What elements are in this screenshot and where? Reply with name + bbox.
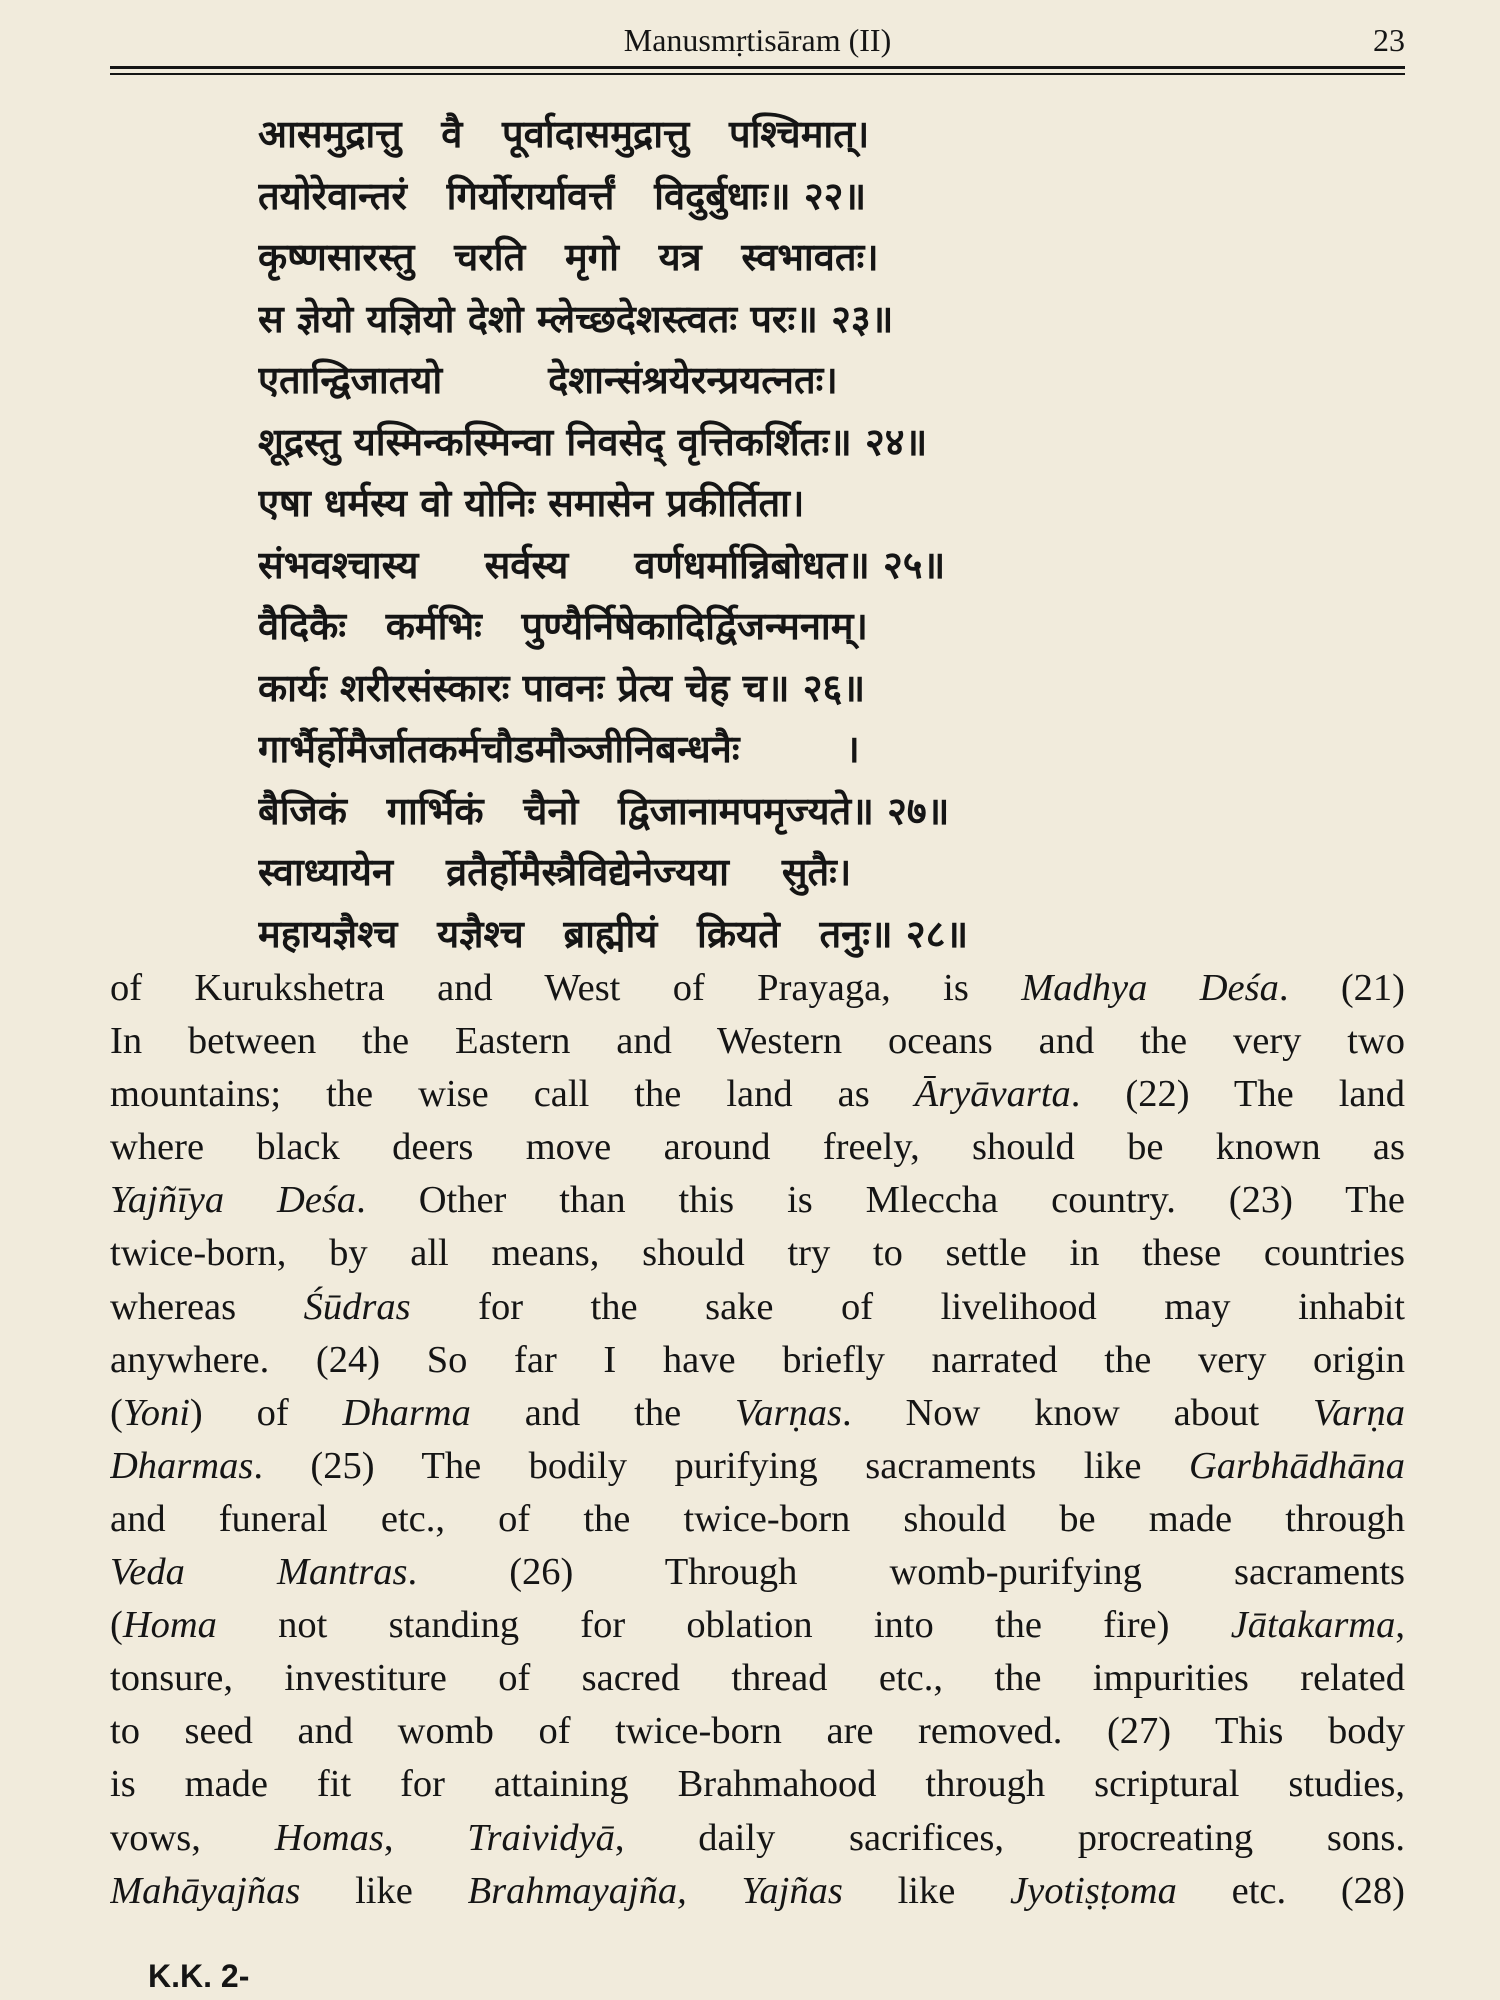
text-line: [110, 1493, 1405, 1546]
text-segment: etc. (28): [1176, 1869, 1405, 1912]
verse-line: आसमुद्रात्तु वै पूर्वादासमुद्रात्तु पश्चिमात्।: [258, 112, 870, 156]
text-segment: like: [842, 1869, 1011, 1912]
text-line: [110, 1015, 1405, 1068]
verse-line: बैजिकं गार्भिकं चैनो द्विजानामपमृज्यते॥ २७॥: [258, 788, 950, 833]
text-segment: Brahmayajña, Yajñas: [467, 1869, 843, 1912]
sanskrit-verses: [258, 104, 1258, 965]
text-line: [110, 1865, 1405, 1918]
text-line: [110, 1227, 1405, 1280]
text-line: [110, 1440, 1405, 1493]
text-segment: of Kurukshetra and West of Prayaga, is: [110, 967, 1022, 1009]
footer-signature: K.K. 2-: [148, 1958, 250, 1994]
text-segment: anywhere. (24) So far I have briefly narrated the very origin: [110, 1338, 1405, 1381]
text-segment: , daily sacrifices, procreating sons.: [614, 1816, 1405, 1859]
verse-line: एषा धर्मस्य वो योनिः समासेन प्रकीर्तिता।: [258, 481, 805, 525]
text-segment: Garbhādhāna: [1188, 1444, 1405, 1487]
text-segment: Varṇas: [735, 1391, 843, 1434]
text-line: [110, 1599, 1405, 1652]
text-line: [110, 1121, 1405, 1174]
page-header: [110, 20, 1405, 60]
text-segment: Madhya Deśa: [1021, 967, 1279, 1009]
text-line: [110, 962, 1405, 1015]
text-line: [110, 1546, 1405, 1599]
verse-line: कार्यः शरीरसंस्कारः पावनः प्रेत्य चेह च॥ २६॥: [258, 665, 866, 710]
verse-line: महायज्ञैश्च यज्ञैश्च ब्राह्मीयं क्रियते तनुः॥ २८॥: [258, 911, 969, 956]
page-number: 23: [1373, 22, 1405, 58]
verse-line: तयोरेवान्तरं गिर्योरार्यावर्त्तं विदुर्बुधाः॥ २२॥: [258, 173, 867, 218]
verse-line: शूद्रस्तु यस्मिन्कस्मिन्वा निवसेद् वृत्तिकर्शितः॥ २४॥: [258, 419, 928, 464]
text-line: [110, 1652, 1405, 1705]
text-segment: tonsure, investiture of sacred thread etc., the impurities related: [110, 1657, 1405, 1700]
text-line: [110, 1387, 1405, 1440]
text-segment: for the sake of livelihood may inhabit: [410, 1285, 1405, 1328]
text-segment: Varṇa: [1313, 1391, 1405, 1434]
text-segment: Mahāyajñas: [110, 1869, 301, 1912]
text-segment: Jātakarma: [1230, 1604, 1396, 1647]
text-segment: . Other than this is Mleccha country. (23) The: [356, 1179, 1405, 1222]
text-segment: . (22) The land: [1070, 1073, 1405, 1116]
text-segment: . (26) Through womb-purifying sacraments: [407, 1551, 1405, 1594]
text-segment: . (21): [1278, 967, 1405, 1009]
text-line: [110, 1812, 1405, 1865]
text-segment: whereas: [110, 1285, 304, 1328]
verse-line: संभवश्चास्य सर्वस्य वर्णधर्मान्निबोधत॥ २५॥: [258, 542, 946, 587]
header-rule-thin: [110, 73, 1405, 75]
text-line: [110, 1334, 1405, 1387]
text-segment: ,: [383, 1816, 468, 1859]
verse-line: कृष्णसारस्तु चरति मृगो यत्र स्वभावतः।: [258, 235, 879, 279]
text-segment: and the: [470, 1391, 736, 1434]
text-segment: not standing for oblation into the fire): [216, 1604, 1231, 1647]
text-segment: mountains; the wise call the land as: [110, 1073, 915, 1116]
text-segment: like: [300, 1869, 468, 1912]
text-segment: Dharma: [342, 1391, 471, 1434]
text-segment: where black deers move around freely, should be known as: [110, 1126, 1405, 1169]
text-segment: and funeral etc., of the twice-born should be made through: [110, 1497, 1405, 1540]
verse-line: वैदिकैः कर्मभिः पुण्यैर्निषेकादिर्द्विजन्मनाम्।: [258, 604, 868, 648]
text-segment: Traividyā: [467, 1816, 615, 1859]
verse-line: स ज्ञेयो यज्ञियो देशो म्लेच्छदेशस्त्वतः परः॥ २३॥: [258, 296, 894, 341]
header-rule-thick: [110, 66, 1405, 69]
text-segment: Yoni: [122, 1391, 190, 1434]
text-segment: Śūdras: [303, 1285, 411, 1328]
text-line: [110, 1174, 1405, 1227]
verse-line: गार्भैर्होमैर्जातकर्मचौडमौञ्जीनिबन्धनैः ।: [258, 727, 860, 771]
text-segment: . Now know about: [842, 1391, 1314, 1434]
text-segment: In between the Eastern and Western oceans and the very two: [110, 1020, 1405, 1063]
text-segment: to seed and womb of twice-born are removed. (27) This body: [110, 1710, 1405, 1753]
verse-line: स्वाध्यायेन व्रतैर्होमैस्त्रैविद्येनेज्यया सुतैः।: [258, 850, 852, 894]
translation-text: [110, 962, 1405, 1918]
text-segment: (: [110, 1604, 123, 1647]
text-segment: twice-born, by all means, should try to settle in these countries: [110, 1232, 1405, 1275]
verse-line: एतान्द्विजातयो देशान्संश्रयेरन्प्रयत्नतः।: [258, 358, 838, 402]
text-line: [110, 1068, 1405, 1121]
text-segment: vows,: [110, 1816, 275, 1859]
text-segment: Dharmas: [110, 1444, 254, 1487]
text-line: [110, 1281, 1405, 1334]
text-segment: Veda Mantras: [110, 1551, 408, 1594]
text-segment: . (25) The bodily purifying sacraments like: [253, 1444, 1189, 1487]
text-segment: Homa: [122, 1604, 217, 1647]
text-segment: Āryāvarta: [914, 1073, 1071, 1116]
text-segment: ) of: [189, 1391, 343, 1434]
text-segment: Jyotiṣṭoma: [1010, 1869, 1177, 1912]
text-segment: Yajñīya Deśa: [110, 1179, 357, 1222]
text-line: [110, 1705, 1405, 1758]
running-title: Manusmṛtisāram (II): [623, 22, 892, 58]
text-segment: ,: [1395, 1604, 1405, 1647]
text-segment: (: [110, 1391, 123, 1434]
text-segment: is made fit for attaining Brahmahood through scriptural studies,: [110, 1763, 1405, 1806]
text-segment: Homas: [274, 1816, 384, 1859]
text-line: [110, 1758, 1405, 1811]
